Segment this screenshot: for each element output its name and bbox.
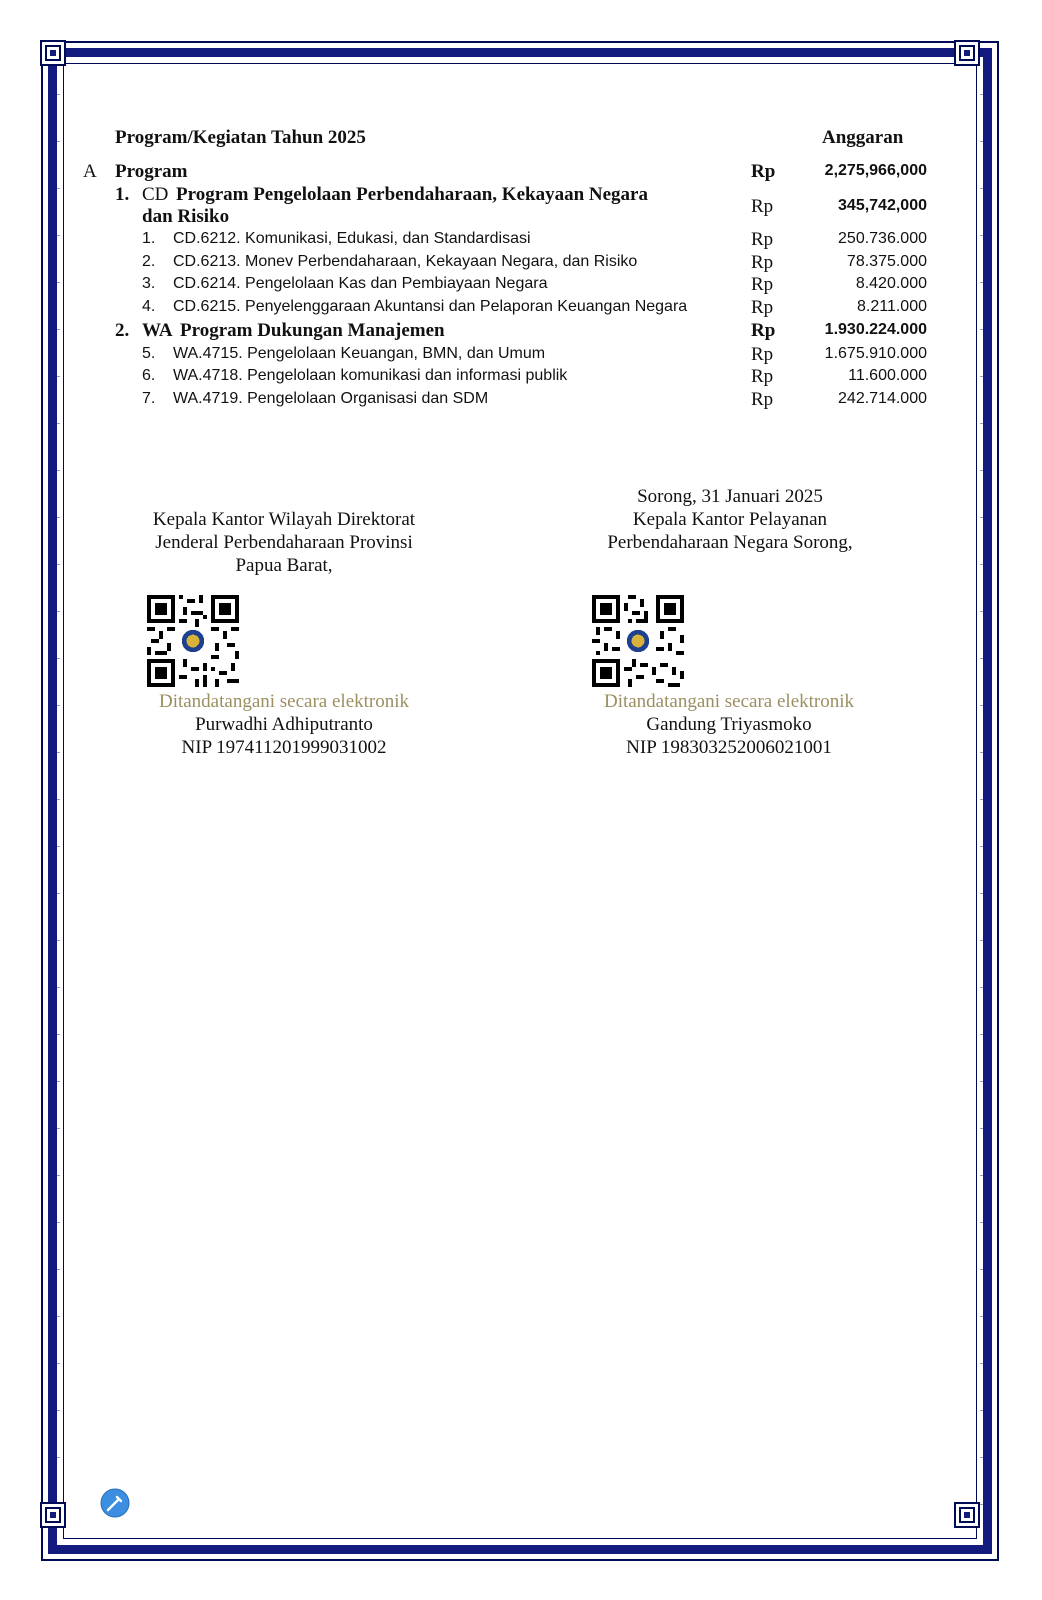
table-title: Program/Kegiatan Tahun 2025 (115, 127, 366, 148)
currency-label: Rp (751, 229, 774, 250)
section-letter: A (83, 161, 97, 182)
section-amount: 2,275,966,000 (824, 162, 927, 179)
currency-label: Rp (751, 274, 774, 295)
activity-number: 5. (142, 345, 156, 362)
esign-note: Ditandatangani secara elektronik (158, 691, 410, 712)
activity-amount: 8.211.000 (857, 298, 927, 315)
program-title: Program Pengelolaan Perbendaharaan, Kekayaan Negara (176, 184, 648, 205)
activity-amount: 242.714.000 (838, 390, 927, 407)
currency-label: Rp (751, 196, 774, 217)
currency-label: Rp (751, 161, 776, 182)
signer-name: Purwadhi Adhiputranto (195, 714, 373, 735)
activity-label: WA.4718. Pengelolaan komunikasi dan informasi publik (173, 367, 568, 384)
signer-nip: NIP 197411201999031002 (181, 737, 387, 758)
esign-note: Ditandatangani secara elektronik (603, 691, 855, 712)
signer-title-line: Papua Barat, (235, 555, 333, 576)
program-number: 2. (115, 320, 130, 341)
program-title-cont: dan Risiko (142, 206, 230, 227)
activity-amount: 1.675.910.000 (824, 345, 927, 362)
activity-label: WA.4719. Pengelolaan Organisasi dan SDM (173, 390, 489, 407)
activity-label: WA.4715. Pengelolaan Keuangan, BMN, dan Umum (173, 345, 546, 362)
activity-amount: 8.420.000 (855, 275, 927, 292)
signer-name: Gandung Triyasmoko (646, 714, 812, 735)
activity-label: CD.6213. Monev Perbendaharaan, Kekayaan Negara, dan Risiko (173, 253, 638, 270)
corner-ornament-bottom-right (954, 1502, 980, 1528)
currency-label: Rp (751, 320, 776, 341)
signer-title-line: Perbendaharaan Negara Sorong, (607, 532, 853, 553)
activity-number: 4. (142, 298, 156, 315)
corner-ornament-top-right (954, 40, 980, 66)
activity-number: 7. (142, 390, 156, 407)
activity-amount: 11.600.000 (848, 367, 927, 384)
program-amount: 345,742,000 (838, 197, 927, 214)
budget-column-header: Anggaran (822, 127, 904, 148)
signer-left (114, 690, 454, 759)
currency-label: Rp (751, 366, 774, 387)
currency-label: Rp (751, 252, 774, 273)
qr-code-icon (147, 595, 239, 687)
activity-number: 1. (142, 230, 156, 247)
signature-block-left (114, 508, 454, 577)
place-date: Sorong, 31 Januari 2025 (637, 486, 823, 507)
currency-label: Rp (751, 344, 774, 365)
activity-label: CD.6212. Komunikasi, Edukasi, dan Standardisasi (173, 230, 531, 247)
activity-number: 6. (142, 367, 156, 384)
signer-title-line: Kepala Kantor Pelayanan (632, 509, 828, 530)
activity-number: 3. (142, 275, 156, 292)
currency-label: Rp (751, 389, 774, 410)
signer-nip: NIP 198303252006021001 (626, 737, 832, 758)
currency-label: Rp (751, 297, 774, 318)
program-title: Program Dukungan Manajemen (180, 320, 445, 341)
signature-block-right (560, 485, 900, 554)
qr-code-icon (592, 595, 684, 687)
program-number: 1. (115, 184, 130, 205)
corner-ornament-bottom-left (40, 1502, 66, 1528)
activity-label: CD.6214. Pengelolaan Kas dan Pembiayaan Negara (173, 275, 548, 292)
floating-tool-icon[interactable] (100, 1488, 130, 1518)
corner-ornament-top-left (40, 40, 66, 66)
activity-amount: 250.736.000 (838, 230, 927, 247)
activity-amount: 78.375.000 (846, 253, 927, 270)
program-code: CD (142, 184, 169, 205)
signer-title-line: Jenderal Perbendaharaan Provinsi (155, 532, 413, 553)
section-label: Program (115, 161, 188, 182)
activity-label: CD.6215. Penyelenggaraan Akuntansi dan Pelaporan Keuangan Negara (173, 298, 688, 315)
activity-number: 2. (142, 253, 156, 270)
program-code: WA (142, 320, 173, 341)
signer-right (559, 690, 899, 759)
signer-title-line: Kepala Kantor Wilayah Direktorat (152, 509, 416, 530)
program-amount: 1.930.224.000 (824, 321, 927, 338)
